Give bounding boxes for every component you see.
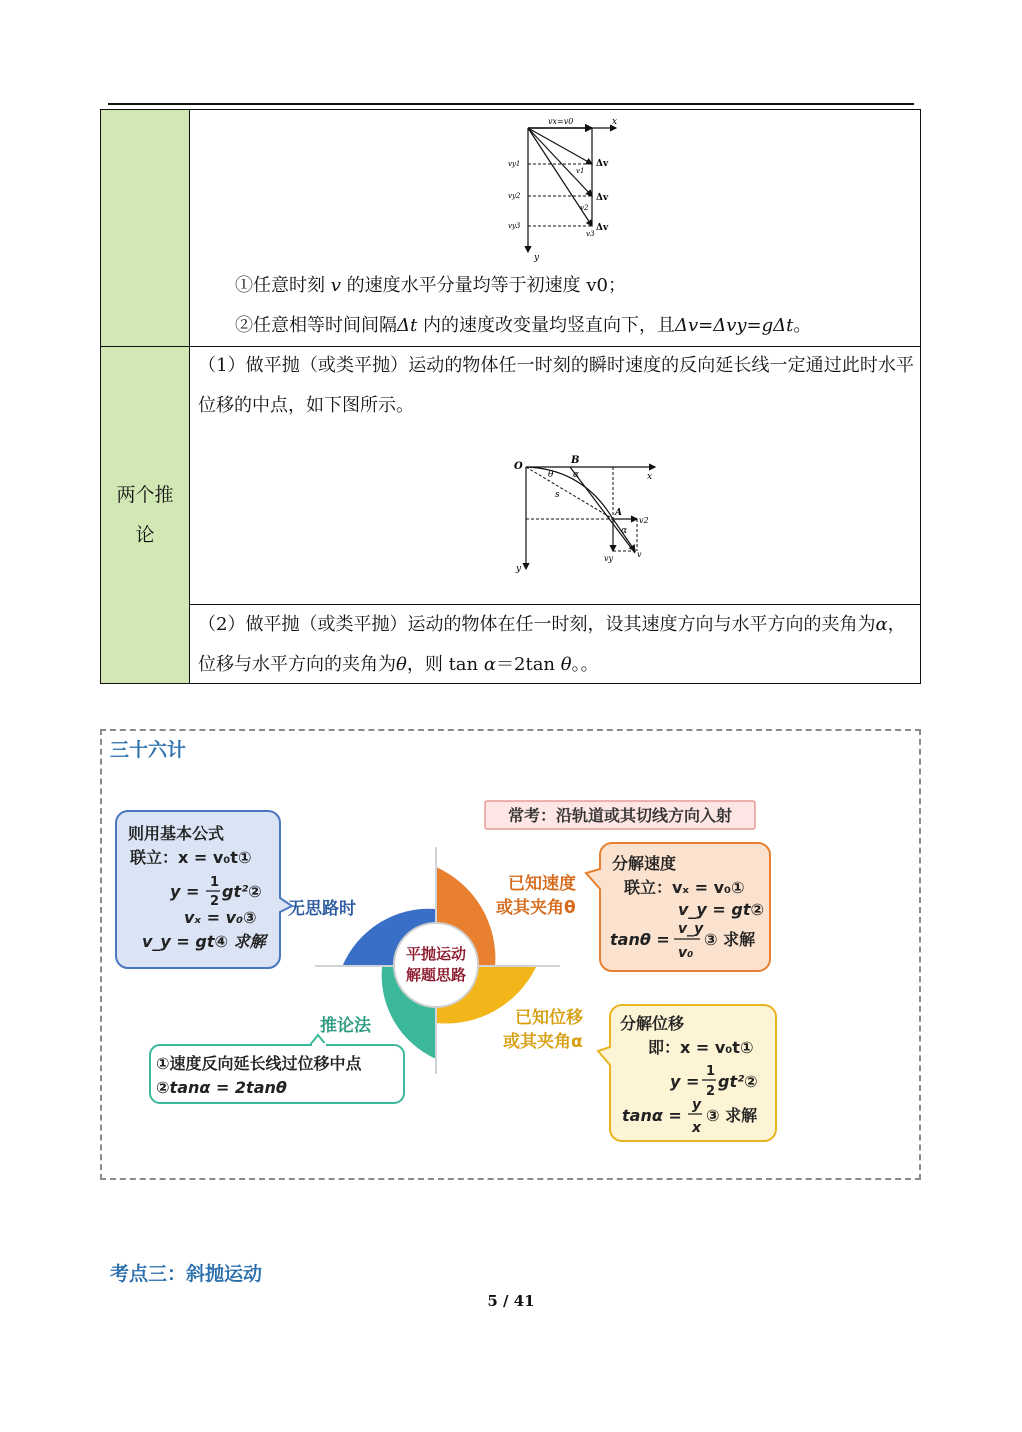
- displacement-frac-den: x: [692, 1120, 702, 1136]
- center-line1: 平抛运动: [405, 945, 467, 963]
- row1-line2-eq: Δv=Δvy=gΔt: [674, 315, 794, 336]
- inference-l2: ②tanα = 2tanθ: [156, 1078, 287, 1097]
- section-heading: 考点三：斜抛运动: [110, 1263, 263, 1285]
- displacement-l3a: y =: [670, 1072, 700, 1091]
- displacement-l4b: ③ 求解: [706, 1106, 758, 1125]
- velocity-l3: v_y = gt②: [678, 900, 765, 919]
- fig2-label-vy: vy: [604, 554, 614, 563]
- displacement-frac-num: y: [692, 1097, 702, 1113]
- fig2-label-s: s: [555, 490, 560, 500]
- strategy-title: 三十六计: [110, 739, 187, 761]
- branch-known-velocity-1: 已知速度: [508, 874, 576, 894]
- fig2-label-O: O: [514, 461, 523, 472]
- inference-figure: [513, 455, 663, 575]
- row1-line1-v: v: [330, 275, 341, 296]
- row1-line1-a: ①任意时刻: [235, 275, 331, 296]
- summary-table: [100, 109, 921, 684]
- fig2-label-B: B: [571, 455, 580, 466]
- row1-line1-b: 的速度水平分量均等于初速度: [340, 275, 587, 296]
- fig2-label-alpha: α: [573, 470, 580, 480]
- fig1-label-v2: v2: [580, 204, 589, 212]
- branch-inference: 推论法: [320, 1016, 371, 1036]
- row1-line2: [235, 306, 811, 346]
- velocity-l4a: tanθ =: [610, 930, 670, 949]
- branch-known-displacement-2: 或其夹角α: [503, 1032, 583, 1052]
- velocity-frac-den: v₀: [678, 945, 694, 961]
- row1-line2-c: 。: [793, 315, 812, 336]
- p2-b: ，位移与水平方向的夹角为: [198, 614, 906, 675]
- fig1-label-dv1: Δv: [596, 159, 609, 169]
- p2-eq: α: [483, 654, 497, 675]
- velocity-l4b: ③ 求解: [704, 930, 756, 949]
- fig1-label-dv3: Δv: [596, 223, 609, 233]
- row2-paragraph2: [198, 605, 914, 685]
- fig2-label-v: v: [637, 550, 642, 559]
- row1-line1-v0: v0: [586, 275, 608, 296]
- fig2-label-y: y: [516, 564, 522, 574]
- p2-eq2: θ: [560, 654, 572, 675]
- tip-text: 常考：沿轨道或其切线方向入射: [507, 806, 733, 825]
- velocity-decomposition-figure: [506, 114, 636, 264]
- basic-half-num: 1: [210, 875, 220, 890]
- inference-l1: ①速度反向延长线过位移中点: [156, 1054, 362, 1073]
- displacement-l2: 即：x = v₀t①: [648, 1038, 754, 1057]
- p2-d: ＝2tan: [496, 654, 561, 675]
- center-line2: 解题思路: [405, 966, 467, 984]
- header-rule: [108, 103, 914, 105]
- center-node: [394, 923, 478, 1007]
- p2-theta: θ: [396, 654, 407, 675]
- fig2-label-A: A: [615, 508, 622, 518]
- basic-l5: v_y = gt④ 求解: [142, 932, 266, 951]
- branch-known-velocity-2: 或其夹角θ: [496, 898, 576, 918]
- row1-line1: [235, 266, 626, 306]
- basic-l1: 则用基本公式: [128, 824, 225, 843]
- p2-alpha: α: [875, 614, 888, 635]
- basic-l3a: y =: [170, 882, 200, 901]
- row1-line2-b: 内的速度改变量均竖直向下，且: [417, 315, 675, 336]
- basic-l3b: gt²②: [222, 882, 262, 901]
- mindmap: [100, 729, 921, 1180]
- fig1-label-y: y: [534, 253, 540, 263]
- displacement-half-den: 2: [706, 1084, 716, 1099]
- p2-c: ，则 tan: [406, 654, 484, 675]
- fig1-label-vy2: vy2: [508, 192, 521, 200]
- basic-half-den: 2: [210, 894, 220, 909]
- fig1-label-vy3: vy3: [508, 222, 521, 230]
- fig2-label-x: x: [647, 472, 653, 482]
- branch-no-idea: 无思路时: [288, 899, 356, 919]
- displacement-l4a: tanα =: [622, 1106, 682, 1125]
- velocity-frac-num: v_y: [678, 921, 704, 937]
- displacement-l3b: gt²②: [718, 1072, 758, 1091]
- fig1-label-top: vx=v0: [548, 117, 574, 126]
- displacement-l1: 分解位移: [620, 1014, 685, 1033]
- p2-a: （2）做平抛（或类平抛）运动的物体在任一时刻，设其速度方向与水平方向的夹角为: [198, 614, 876, 635]
- velocity-l1: 分解速度: [612, 854, 677, 873]
- fig1-label-vy1: vy1: [508, 160, 521, 168]
- fig1-label-v3: v3: [586, 230, 595, 238]
- fig2-label-theta: θ: [548, 470, 554, 480]
- basic-l4: vₓ = v₀③: [184, 908, 257, 927]
- branch-known-displacement-1: 已知位移: [515, 1008, 583, 1028]
- fig1-label-x: x: [612, 117, 618, 127]
- row2-label: 两个推论: [116, 483, 174, 546]
- basic-l2: 联立：x = v₀t①: [130, 848, 252, 867]
- fig1-label-v1: v1: [576, 167, 585, 175]
- row2-label-cell: [101, 346, 189, 683]
- fig2-label-v2: v2: [639, 516, 649, 525]
- page-number: 5 / 41: [487, 1292, 535, 1310]
- velocity-l2: 联立：vₓ = v₀①: [624, 878, 745, 897]
- row1-line2-a: ②任意相等时间间隔: [235, 315, 397, 336]
- fig1-label-dv2: Δv: [596, 193, 609, 203]
- displacement-half-num: 1: [706, 1064, 716, 1079]
- row1-line2-dt: Δt: [397, 315, 418, 336]
- fig2-label-alpha2: α: [621, 526, 628, 536]
- row2-paragraph1: （1）做平抛（或类平抛）运动的物体任一时刻的瞬时速度的反向延长线一定通过此时水平位移的中点，如下图所示。: [198, 355, 914, 416]
- p2-e: 。。: [571, 654, 599, 675]
- row1-line1-c: ；: [607, 275, 626, 296]
